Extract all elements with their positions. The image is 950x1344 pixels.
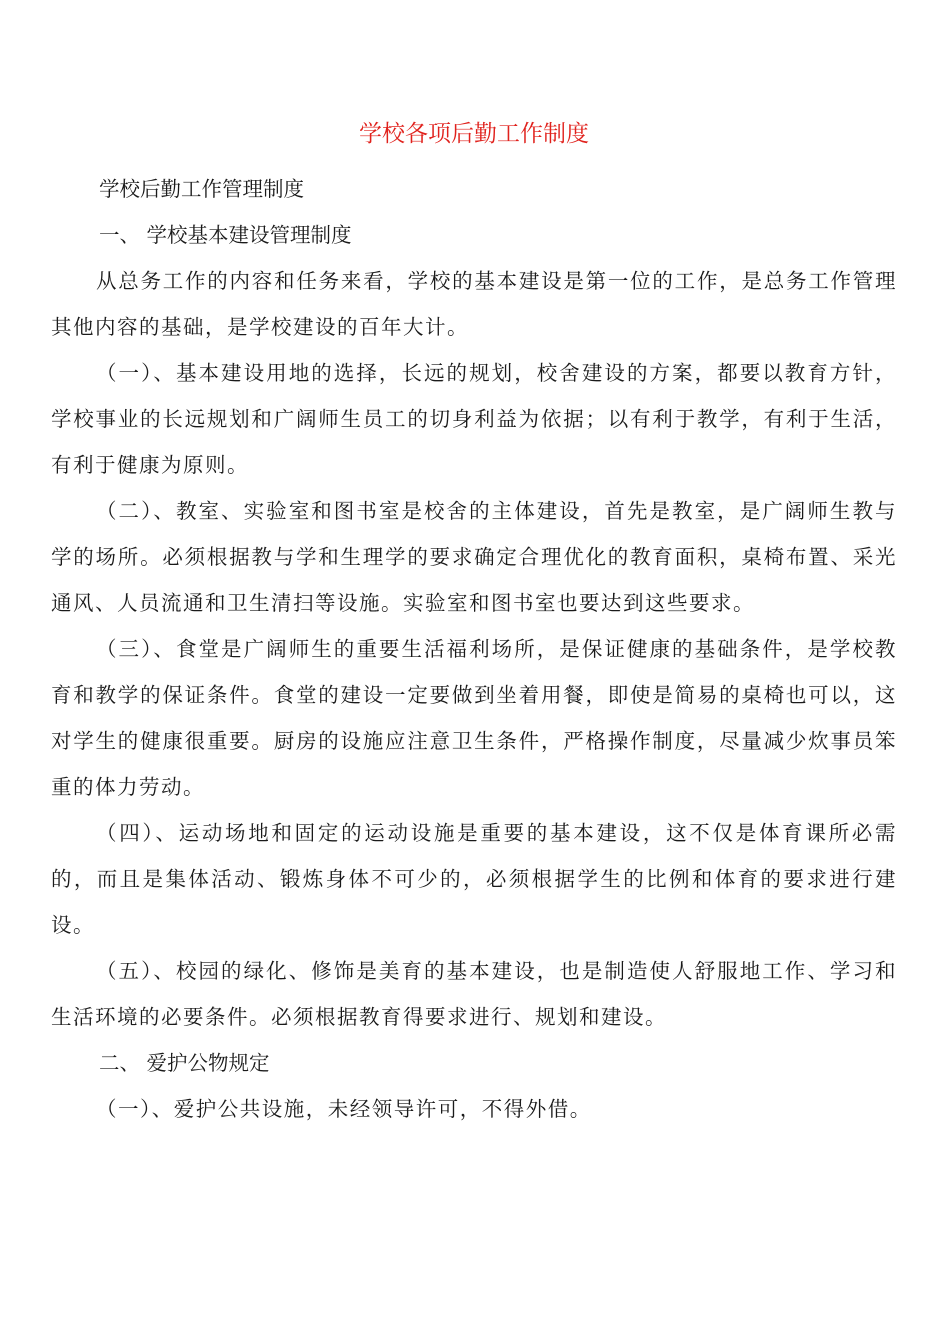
- item2-paragraph: （二）、教室、实验室和图书室是校舍的主体建设，首先是教室，是广阔师生教与学的场所。必须根据教与学和生理学的要求确定合理优化的教育面积，桌椅布置、采光通风、人员流通和卫生清扫等设施。实验室和图书室也要达到这些要求。: [51, 499, 897, 615]
- document-page: [51, 112, 897, 1132]
- section2-item1-paragraph: （一）、爱护公共设施，未经领导许可，不得外借。: [96, 1097, 592, 1121]
- item3-paragraph: （三）、食堂是广阔师生的重要生活福利场所，是保证健康的基础条件，是学校教育和教学的保证条件。食堂的建设一定要做到坐着用餐，即使是简易的桌椅也可以，这对学生的健康很重要。厨房的设施应注意卫生条件，严格操作制度，尽量减少炊事员笨重的体力劳动。: [51, 637, 897, 799]
- document-title: 学校各项后勤工作制度: [359, 121, 589, 147]
- section2-heading: 二、 爱护公物规定: [99, 1051, 270, 1075]
- item4-paragraph: （四）、运动场地和固定的运动设施是重要的基本建设，这不仅是体育课所必需的，而且是集体活动、锻炼身体不可少的，必须根据学生的比例和体育的要求进行建设。: [51, 821, 897, 937]
- document-subtitle: 学校后勤工作管理制度: [99, 177, 304, 201]
- section1-intro-paragraph: 从总务工作的内容和任务来看，学校的基本建设是第一位的工作，是总务工作管理其他内容的基础，是学校建设的百年大计。: [51, 269, 897, 339]
- item5-paragraph: （五）、校园的绿化、修饰是美育的基本建设，也是制造使人舒服地工作、学习和生活环境的必要条件。必须根据教育得要求进行、规划和建设。: [51, 959, 897, 1029]
- section1-heading: 一、 学校基本建设管理制度: [99, 223, 352, 247]
- item1-paragraph: （一）、基本建设用地的选择，长远的规划，校舍建设的方案，都要以教育方针，学校事业的长远规划和广阔师生员工的切身利益为依据；以有利于教学，有利于生活，有利于健康为原则。: [51, 361, 897, 477]
